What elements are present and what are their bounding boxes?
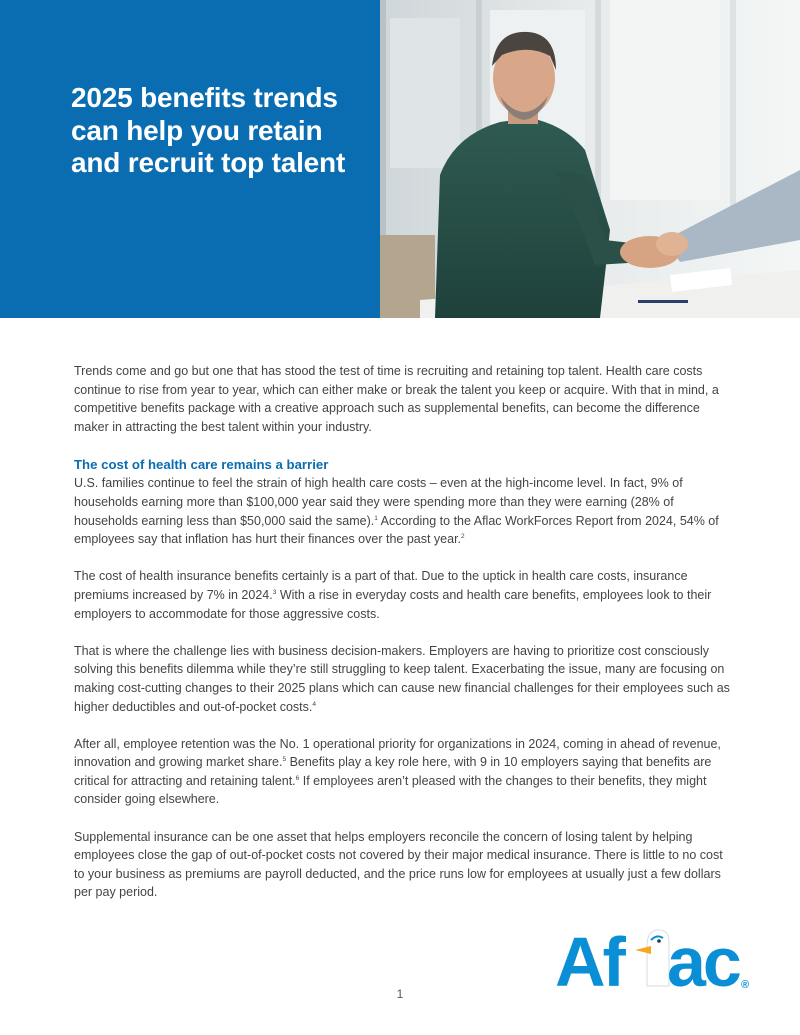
duck-icon	[635, 930, 669, 986]
footnote-ref: 5	[282, 756, 287, 764]
text-segment: U.S. families continue to feel the strain of high health care costs – even at the high-income level. In fact, 9% of households earning more than $100,000 year said they were spending more than they were earning (28% of households earning less than $50,000 said the same).	[74, 476, 683, 528]
article-body	[74, 362, 734, 902]
aflac-logo	[555, 924, 755, 994]
hero-photo-handshake	[380, 0, 800, 318]
text-segment: According to the Aflac WorkForces Report from 2024, 54% of employees say that inflation has hurt their finances over the past year.	[74, 513, 719, 547]
intro-paragraph: Trends come and go but one that has stood the test of time is recruiting and retaining top talent. Health care costs continue to rise from year to year, which can either make or break the talent you keep or acquire. With that in mind, a competitive benefits package with a creative approach such as supplemental benefits, can become the difference maker in attracting the best talent within your industry.	[74, 364, 719, 434]
text-segment: Benefits play a key role here, with 9 in 10 employers saying that benefits are critical for attracting and retaining talent.	[74, 755, 712, 788]
footnote-ref: 6	[295, 774, 300, 782]
footnote-ref: 4	[312, 700, 316, 708]
footnote-ref: 2	[461, 533, 465, 540]
logo-text-left: Af	[555, 924, 623, 994]
paragraph-decision-makers	[74, 642, 734, 716]
logo-text-right: ac	[667, 924, 739, 994]
paragraph-insurance-premiums	[74, 567, 734, 623]
footnote-ref: 3	[272, 588, 277, 596]
registered-mark: ®	[741, 979, 750, 991]
text-segment: If employees aren’t pleased with the changes to their benefits, they might consider going elsewhere.	[74, 773, 707, 807]
section-heading: The cost of health care remains a barrier	[74, 457, 329, 473]
hero-title-panel	[0, 0, 380, 318]
text-segment: The cost of health insurance benefits certainly is a part of that. Due to the uptick in health care costs, insurance premiums increased by 7% in 2024.	[74, 569, 688, 602]
text-segment: That is where the challenge lies with business decision-makers. Employers are having to prioritize cost consciously solving this benefits dilemma while they’re still struggling to keep talent. Exacerbating the issue, many are focusing on making cost-cutting changes to their 2025 plans which can cause new financial challenges for their employees such as higher deductibles and out-of-pocket costs.	[74, 643, 730, 714]
text-segment: After all, employee retention was the No. 1 operational priority for organizations in 2024, coming in ahead of revenue, innovation and growing market share.	[74, 736, 721, 770]
paragraph-retention	[74, 735, 734, 809]
footnote-ref: 1	[374, 514, 378, 522]
hero-banner	[0, 0, 800, 318]
page-number: 1	[396, 987, 404, 1001]
page-title: 2025 benefits trends can help you retain and recruit top talent	[71, 82, 346, 178]
text-segment: With a rise in everyday costs and health care benefits, employees look to their employers to accommodate for those aggressive costs.	[74, 587, 712, 621]
paragraph-supplemental: Supplemental insurance can be one asset that helps employers reconcile the concern of losing talent by helping employees close the gap of out-of-pocket costs not covered by their major medical insurance. There is little to no cost to your business as premiums are payroll deducted, and the price runs low for employees at usually just a few dollars per pay period.	[74, 829, 723, 900]
paragraph-health-costs	[74, 474, 734, 548]
